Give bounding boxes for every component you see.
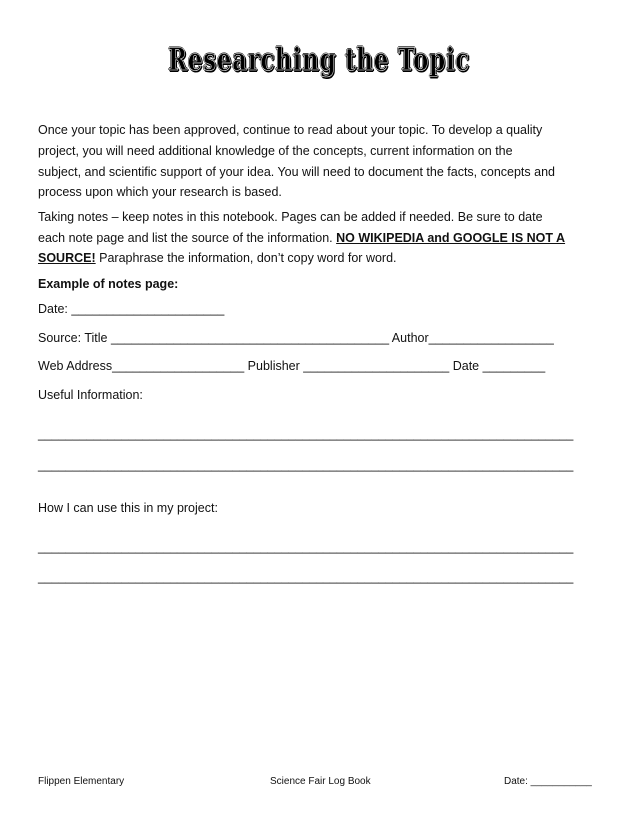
intro-line-3: subject, and scientific support of your idea. You will need to document the facts, concepts and [38, 165, 555, 179]
footer-school: Flippen Elementary [38, 776, 125, 787]
notes-line-3 [38, 251, 397, 266]
answer-rule-3: _____________________________________________________________________________ [38, 540, 574, 554]
how-use-label: How I can use this in my project: [38, 501, 218, 515]
warning-text: NO WIKIPEDIA and GOOGLE IS NOT A [336, 231, 566, 245]
web-address-field: Web Address___________________ Publisher _____________________ Date _________ [38, 359, 546, 373]
date-field: Date: ______________________ [38, 302, 225, 316]
footer-book-title: Science Fair Log Book [270, 776, 371, 787]
notes-line-2 [38, 231, 565, 246]
footer-date: Date: ___________ [504, 776, 592, 787]
notes-line-3-text: Paraphrase the information, don’t copy word for word. [95, 251, 397, 265]
page-title: Researching the Topic [167, 42, 471, 78]
example-heading: Example of notes page: [38, 277, 179, 291]
answer-rule-4: _____________________________________________________________________________ [38, 570, 574, 584]
answer-rule-1: _____________________________________________________________________________ [38, 427, 574, 441]
warning-text-continued: SOURCE! [38, 251, 96, 265]
useful-information-label: Useful Information: [38, 388, 143, 402]
intro-line-1: Once your topic has been approved, continue to read about your topic. To develop a quality [38, 123, 543, 137]
source-field: Source: Title ________________________________________ Author__________________ [38, 331, 554, 345]
intro-line-4: process upon which your research is based. [38, 185, 282, 199]
answer-rule-2: _____________________________________________________________________________ [38, 458, 574, 472]
notes-line-1: Taking notes – keep notes in this notebook. Pages can be added if needed. Be sure to date [38, 210, 543, 224]
intro-line-2: project, you will need additional knowledge of the concepts, current information on the [38, 144, 513, 158]
notes-line-2-text: each note page and list the source of the information. [38, 231, 337, 245]
